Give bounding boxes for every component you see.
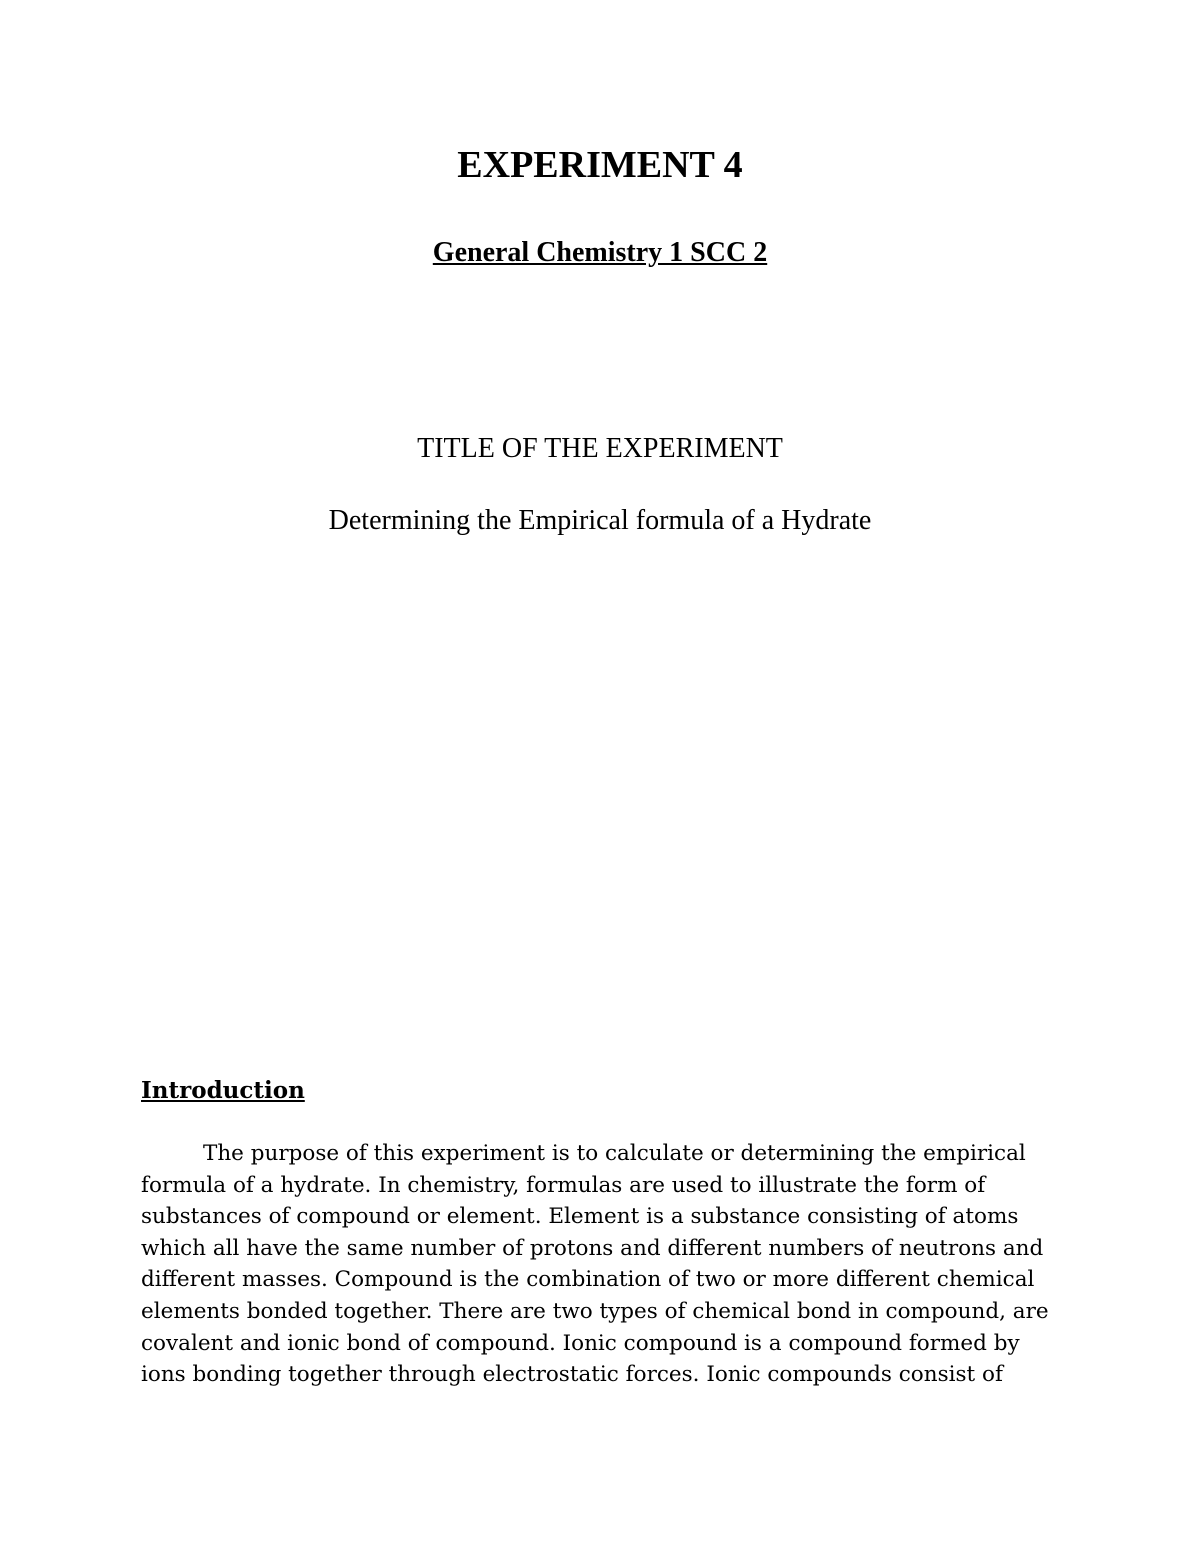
introduction-heading: Introduction <box>141 1077 305 1104</box>
course-title: General Chemistry 1 SCC 2 <box>432 237 768 268</box>
document-heading: EXPERIMENT 4 <box>457 144 743 186</box>
paragraph-line: different masses. Compound is the combination of two or more different chemical <box>141 1267 1035 1293</box>
paragraph-line: elements bonded together. There are two types of chemical bond in compound, are <box>141 1298 1049 1324</box>
paragraph-line: substances of compound or element. Element is a substance consisting of atoms <box>141 1204 1019 1230</box>
experiment-title: Determining the Empirical formula of a Hydrate <box>328 505 872 536</box>
paragraph-line: formula of a hydrate. In chemistry, formulas are used to illustrate the form of <box>141 1172 986 1198</box>
paragraph-line: ions bonding together through electrostatic forces. Ionic compounds consist of <box>141 1362 1003 1388</box>
paragraph-line: covalent and ionic bond of compound. Ionic compound is a compound formed by <box>141 1330 1020 1356</box>
paragraph-line: which all have the same number of protons and different numbers of neutrons and <box>141 1235 1044 1261</box>
section-caption: TITLE OF THE EXPERIMENT <box>417 433 783 464</box>
paragraph-line: The purpose of this experiment is to calculate or determining the empirical <box>203 1141 1026 1166</box>
introduction-paragraph <box>141 1138 1071 1391</box>
